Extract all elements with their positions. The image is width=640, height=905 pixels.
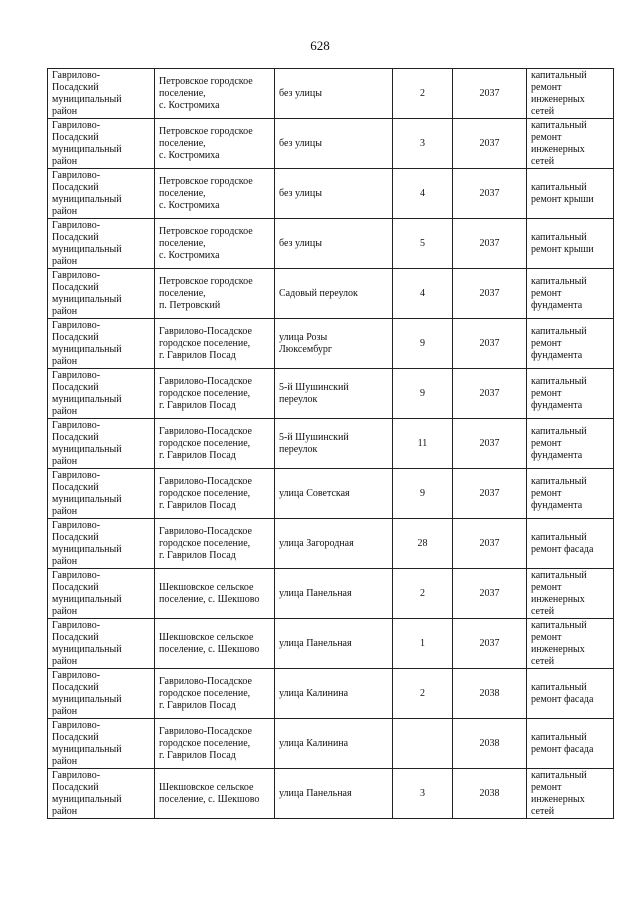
house-number-cell <box>393 619 453 669</box>
work-type-cell-text: капитальный ремонт крыши <box>531 181 594 205</box>
work-type-cell <box>527 469 614 519</box>
street-cell-text: без улицы <box>279 87 322 99</box>
house-number-cell <box>393 719 453 769</box>
work-type-cell-text: капитальный ремонт крыши <box>531 231 594 255</box>
street-cell <box>275 419 393 469</box>
settlement-cell-text: Гаврилово-Посадское городское поселение, г. Гаврилов Посад <box>159 425 252 461</box>
house-number-cell-text: 11 <box>417 437 428 449</box>
work-type-cell-text: капитальный ремонт инженерных сетей <box>531 619 587 667</box>
settlement-cell <box>155 569 275 619</box>
year-cell <box>453 519 527 569</box>
year-cell-text: 2037 <box>479 487 500 499</box>
table-row <box>48 219 614 269</box>
district-cell <box>48 169 155 219</box>
district-cell-text: Гаврилово- Посадский муниципальный район <box>52 770 122 817</box>
settlement-cell <box>155 169 275 219</box>
district-cell-text: Гаврилово- Посадский муниципальный район <box>52 470 122 517</box>
table-body <box>48 69 614 819</box>
street-cell <box>275 219 393 269</box>
house-number-cell-text: 3 <box>420 787 425 799</box>
year-cell <box>453 769 527 819</box>
district-cell-text: Гаврилово- Посадский муниципальный район <box>52 620 122 667</box>
table-row <box>48 769 614 819</box>
house-number-cell-text: 4 <box>420 287 425 299</box>
year-cell <box>453 619 527 669</box>
street-cell <box>275 519 393 569</box>
settlement-cell-text: Шекшовское сельское поселение, с. Шекшово <box>159 581 260 605</box>
settlement-cell <box>155 669 275 719</box>
year-cell-text: 2037 <box>479 537 500 549</box>
table-row <box>48 469 614 519</box>
settlement-cell-text: Гаврилово-Посадское городское поселение, г. Гаврилов Посад <box>159 325 252 361</box>
year-cell-text: 2037 <box>479 587 500 599</box>
table-row <box>48 419 614 469</box>
street-cell-text: без улицы <box>279 237 322 249</box>
district-cell-text: Гаврилово- Посадский муниципальный район <box>52 720 122 767</box>
work-type-cell-text: капитальный ремонт инженерных сетей <box>531 569 587 617</box>
district-cell <box>48 119 155 169</box>
street-cell <box>275 319 393 369</box>
work-type-cell-text: капитальный ремонт фундамента <box>531 325 587 361</box>
year-cell <box>453 319 527 369</box>
house-number-cell <box>393 419 453 469</box>
work-type-cell-text: капитальный ремонт фундамента <box>531 375 587 411</box>
year-cell <box>453 219 527 269</box>
district-cell <box>48 269 155 319</box>
district-cell-text: Гаврилово- Посадский муниципальный район <box>52 270 122 317</box>
district-cell-text: Гаврилово- Посадский муниципальный район <box>52 320 122 367</box>
district-cell-text: Гаврилово- Посадский муниципальный район <box>52 420 122 467</box>
work-type-cell <box>527 619 614 669</box>
year-cell <box>453 669 527 719</box>
work-type-cell <box>527 669 614 719</box>
year-cell <box>453 569 527 619</box>
table-row <box>48 669 614 719</box>
table-row <box>48 569 614 619</box>
district-cell-text: Гаврилово- Посадский муниципальный район <box>52 220 122 267</box>
settlement-cell-text: Петровское городское поселение, с. Костромиха <box>159 125 253 161</box>
work-type-cell-text: капитальный ремонт фундамента <box>531 425 587 461</box>
house-number-cell <box>393 369 453 419</box>
street-cell-text: улица Панельная <box>279 587 352 599</box>
district-cell <box>48 669 155 719</box>
district-cell-text: Гаврилово- Посадский муниципальный район <box>52 70 122 117</box>
work-type-cell <box>527 269 614 319</box>
house-number-cell <box>393 319 453 369</box>
table-row <box>48 169 614 219</box>
table-row <box>48 69 614 119</box>
street-cell-text: 5-й Шушинский переулок <box>279 431 349 455</box>
street-cell <box>275 269 393 319</box>
year-cell-text: 2037 <box>479 237 500 249</box>
house-number-cell <box>393 469 453 519</box>
year-cell-text: 2037 <box>479 387 500 399</box>
year-cell-text: 2037 <box>479 287 500 299</box>
table-row <box>48 369 614 419</box>
page-number: 628 <box>310 38 330 53</box>
settlement-cell-text: Петровское городское поселение, с. Костромиха <box>159 175 253 211</box>
district-cell <box>48 569 155 619</box>
year-cell-text: 2037 <box>479 87 500 99</box>
year-cell-text: 2038 <box>479 787 500 799</box>
house-number-cell <box>393 269 453 319</box>
house-number-cell-text: 9 <box>420 387 425 399</box>
house-number-cell <box>393 69 453 119</box>
work-type-cell-text: капитальный ремонт фасада <box>531 531 594 555</box>
settlement-cell-text: Гаврилово-Посадское городское поселение, г. Гаврилов Посад <box>159 675 252 711</box>
district-cell <box>48 519 155 569</box>
district-cell <box>48 319 155 369</box>
settlement-cell-text: Гаврилово-Посадское городское поселение, г. Гаврилов Посад <box>159 525 252 561</box>
repair-schedule-table <box>47 68 614 819</box>
house-number-cell-text: 3 <box>420 137 425 149</box>
street-cell <box>275 769 393 819</box>
table-row <box>48 319 614 369</box>
work-type-cell <box>527 569 614 619</box>
settlement-cell-text: Гаврилово-Посадское городское поселение, г. Гаврилов Посад <box>159 725 252 761</box>
settlement-cell <box>155 369 275 419</box>
street-cell <box>275 369 393 419</box>
year-cell <box>453 169 527 219</box>
settlement-cell <box>155 419 275 469</box>
street-cell <box>275 719 393 769</box>
district-cell <box>48 369 155 419</box>
settlement-cell <box>155 119 275 169</box>
year-cell-text: 2037 <box>479 437 500 449</box>
year-cell <box>453 69 527 119</box>
work-type-cell <box>527 119 614 169</box>
district-cell <box>48 769 155 819</box>
table-row <box>48 269 614 319</box>
year-cell <box>453 269 527 319</box>
house-number-cell <box>393 219 453 269</box>
house-number-cell <box>393 169 453 219</box>
settlement-cell <box>155 69 275 119</box>
year-cell <box>453 469 527 519</box>
street-cell <box>275 119 393 169</box>
year-cell <box>453 419 527 469</box>
street-cell <box>275 569 393 619</box>
house-number-cell-text: 9 <box>420 337 425 349</box>
street-cell-text: улица Розы Люксембург <box>279 331 332 355</box>
street-cell-text: улица Загородная <box>279 537 354 549</box>
street-cell-text: без улицы <box>279 137 322 149</box>
work-type-cell-text: капитальный ремонт инженерных сетей <box>531 769 587 817</box>
settlement-cell-text: Петровское городское поселение, с. Костромиха <box>159 75 253 111</box>
work-type-cell <box>527 69 614 119</box>
year-cell-text: 2038 <box>479 737 500 749</box>
settlement-cell <box>155 619 275 669</box>
year-cell <box>453 119 527 169</box>
work-type-cell <box>527 369 614 419</box>
year-cell-text: 2038 <box>479 687 500 699</box>
table-row <box>48 619 614 669</box>
year-cell <box>453 719 527 769</box>
house-number-cell-text: 28 <box>417 537 428 549</box>
settlement-cell-text: Гаврилово-Посадское городское поселение, г. Гаврилов Посад <box>159 475 252 511</box>
house-number-cell-text: 4 <box>420 187 425 199</box>
house-number-cell-text: 2 <box>420 687 425 699</box>
settlement-cell <box>155 719 275 769</box>
street-cell <box>275 69 393 119</box>
street-cell <box>275 619 393 669</box>
settlement-cell <box>155 519 275 569</box>
street-cell-text: улица Советская <box>279 487 350 499</box>
street-cell-text: Садовый переулок <box>279 287 358 299</box>
street-cell-text: 5-й Шушинский переулок <box>279 381 349 405</box>
house-number-cell-text: 2 <box>420 587 425 599</box>
year-cell-text: 2037 <box>479 137 500 149</box>
work-type-cell <box>527 219 614 269</box>
district-cell-text: Гаврилово- Посадский муниципальный район <box>52 520 122 567</box>
year-cell <box>453 369 527 419</box>
district-cell <box>48 219 155 269</box>
street-cell <box>275 469 393 519</box>
year-cell-text: 2037 <box>479 337 500 349</box>
settlement-cell <box>155 219 275 269</box>
district-cell <box>48 419 155 469</box>
house-number-cell <box>393 569 453 619</box>
settlement-cell <box>155 769 275 819</box>
street-cell-text: улица Калинина <box>279 737 349 749</box>
settlement-cell <box>155 469 275 519</box>
settlement-cell-text: Гаврилово-Посадское городское поселение, г. Гаврилов Посад <box>159 375 252 411</box>
settlement-cell <box>155 319 275 369</box>
house-number-cell-text: 9 <box>420 487 425 499</box>
table-row <box>48 719 614 769</box>
work-type-cell <box>527 719 614 769</box>
district-cell <box>48 469 155 519</box>
district-cell <box>48 69 155 119</box>
work-type-cell-text: капитальный ремонт фасада <box>531 681 594 705</box>
street-cell-text: улица Панельная <box>279 637 352 649</box>
work-type-cell <box>527 419 614 469</box>
work-type-cell-text: капитальный ремонт фундамента <box>531 475 587 511</box>
settlement-cell-text: Шекшовское сельское поселение, с. Шекшово <box>159 781 260 805</box>
house-number-cell <box>393 769 453 819</box>
work-type-cell-text: капитальный ремонт фасада <box>531 731 594 755</box>
district-cell-text: Гаврилово- Посадский муниципальный район <box>52 370 122 417</box>
work-type-cell <box>527 769 614 819</box>
work-type-cell <box>527 319 614 369</box>
house-number-cell-text: 5 <box>420 237 425 249</box>
work-type-cell-text: капитальный ремонт инженерных сетей <box>531 69 587 117</box>
street-cell-text: без улицы <box>279 187 322 199</box>
street-cell-text: улица Панельная <box>279 787 352 799</box>
settlement-cell <box>155 269 275 319</box>
table-row <box>48 119 614 169</box>
year-cell-text: 2037 <box>479 637 500 649</box>
district-cell-text: Гаврилово- Посадский муниципальный район <box>52 120 122 167</box>
work-type-cell <box>527 519 614 569</box>
house-number-cell <box>393 119 453 169</box>
district-cell-text: Гаврилово- Посадский муниципальный район <box>52 570 122 617</box>
year-cell-text: 2037 <box>479 187 500 199</box>
street-cell <box>275 669 393 719</box>
work-type-cell-text: капитальный ремонт фундамента <box>531 275 587 311</box>
district-cell-text: Гаврилово- Посадский муниципальный район <box>52 670 122 717</box>
table-row <box>48 519 614 569</box>
house-number-cell <box>393 669 453 719</box>
settlement-cell-text: Шекшовское сельское поселение, с. Шекшово <box>159 631 260 655</box>
settlement-cell-text: Петровское городское поселение, с. Костромиха <box>159 225 253 261</box>
street-cell-text: улица Калинина <box>279 687 349 699</box>
work-type-cell <box>527 169 614 219</box>
house-number-cell <box>393 519 453 569</box>
district-cell <box>48 719 155 769</box>
settlement-cell-text: Петровское городское поселение, п. Петровский <box>159 275 253 311</box>
house-number-cell-text: 1 <box>420 637 425 649</box>
work-type-cell-text: капитальный ремонт инженерных сетей <box>531 119 587 167</box>
district-cell-text: Гаврилово- Посадский муниципальный район <box>52 170 122 217</box>
street-cell <box>275 169 393 219</box>
district-cell <box>48 619 155 669</box>
house-number-cell-text: 2 <box>420 87 425 99</box>
